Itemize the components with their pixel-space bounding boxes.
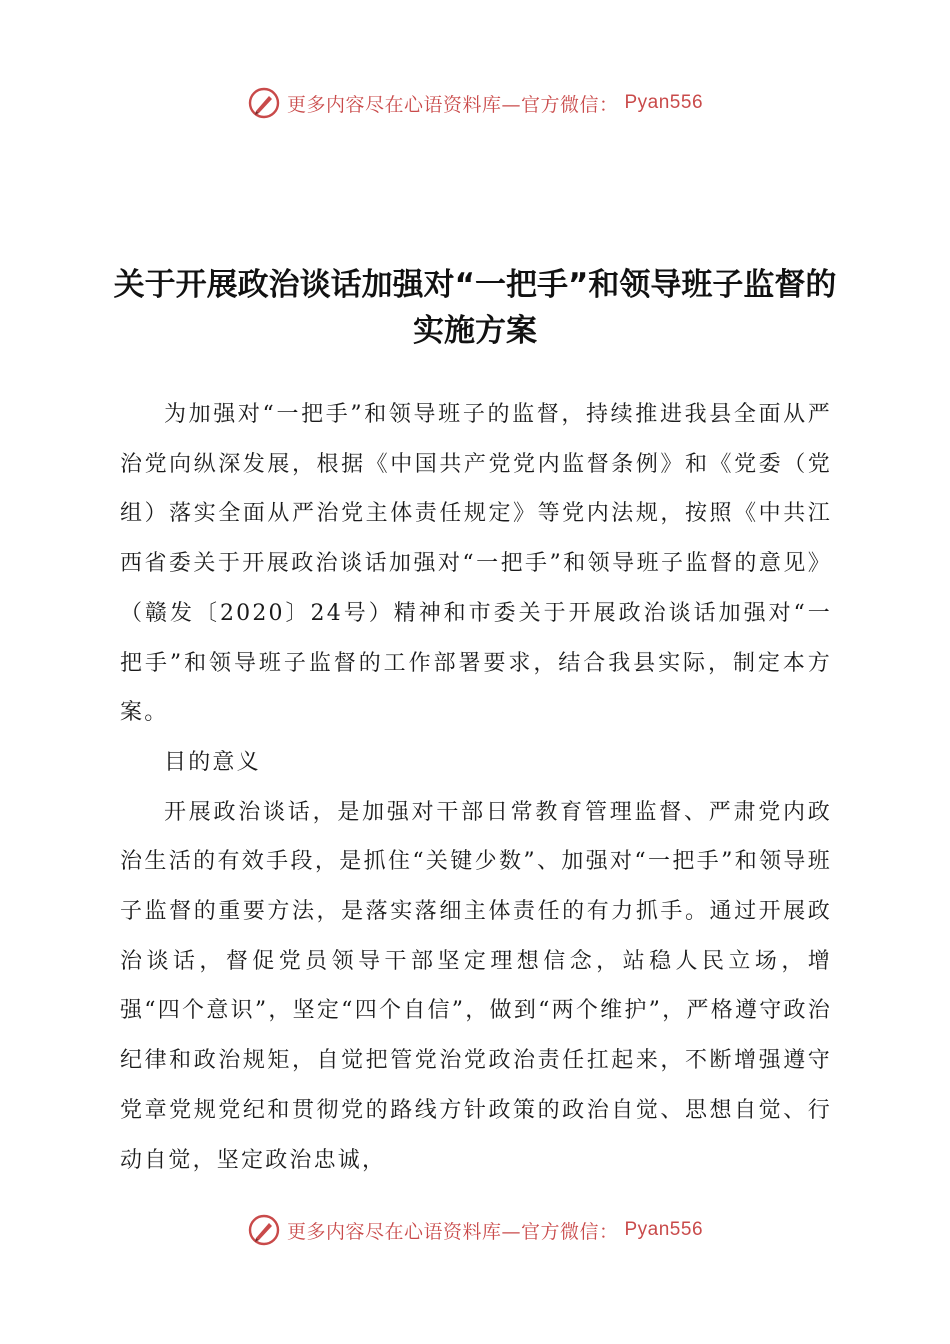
pen-circle-logo-icon: [247, 86, 281, 120]
watermark-footer: [0, 1213, 950, 1247]
section-heading-purpose: 目的意义: [164, 749, 261, 775]
purpose-paragraph: 开展政治谈话，是加强对干部日常教育管理监督、严肃党内政治生活的有效手段，是抓住“关键少数”、加强对“一把手”和领导班子监督的重要方法，是落实落细主体责任的有力抓手。通过开展政治谈话，督促党员领导干部坚定理想信念，站稳人民立场，增强“四个意识”，坚定“四个自信”，做到“两个维护”，严格遵守政治纪律和政治规矩，自觉把管党治党政治责任扛起来，不断增强遵守党章党规党纪和贯彻党的路线方针政策的政治自觉、思想自觉、行动自觉，坚定政治忠诚，: [120, 799, 832, 1173]
watermark-header: [0, 86, 950, 120]
document-body: [120, 390, 832, 1185]
watermark-handle: Pyan556: [624, 92, 704, 113]
watermark-text: 更多内容尽在心语资料库—官方微信：: [286, 93, 619, 116]
watermark-text: 更多内容尽在心语资料库—官方微信：: [286, 1220, 619, 1243]
watermark-handle: Pyan556: [624, 1219, 704, 1240]
document-title: 关于开展政治谈话加强对“一把手”和领导班子监督的实施方案: [113, 267, 837, 349]
pen-circle-logo-icon: [247, 1213, 281, 1247]
intro-paragraph: 为加强对“一把手”和领导班子的监督，持续推进我县全面从严治党向纵深发展，根据《中国共产党党内监督条例》和《党委（党组）落实全面从严治党主体责任规定》等党内法规，按照《中共江西省委关于开展政治谈话加强对“一把手”和领导班子监督的意见》（赣发〔2020〕24号）精神和市委关于开展政治谈话加强对“一把手”和领导班子监督的工作部署要求，结合我县实际，制定本方案。: [120, 402, 832, 726]
